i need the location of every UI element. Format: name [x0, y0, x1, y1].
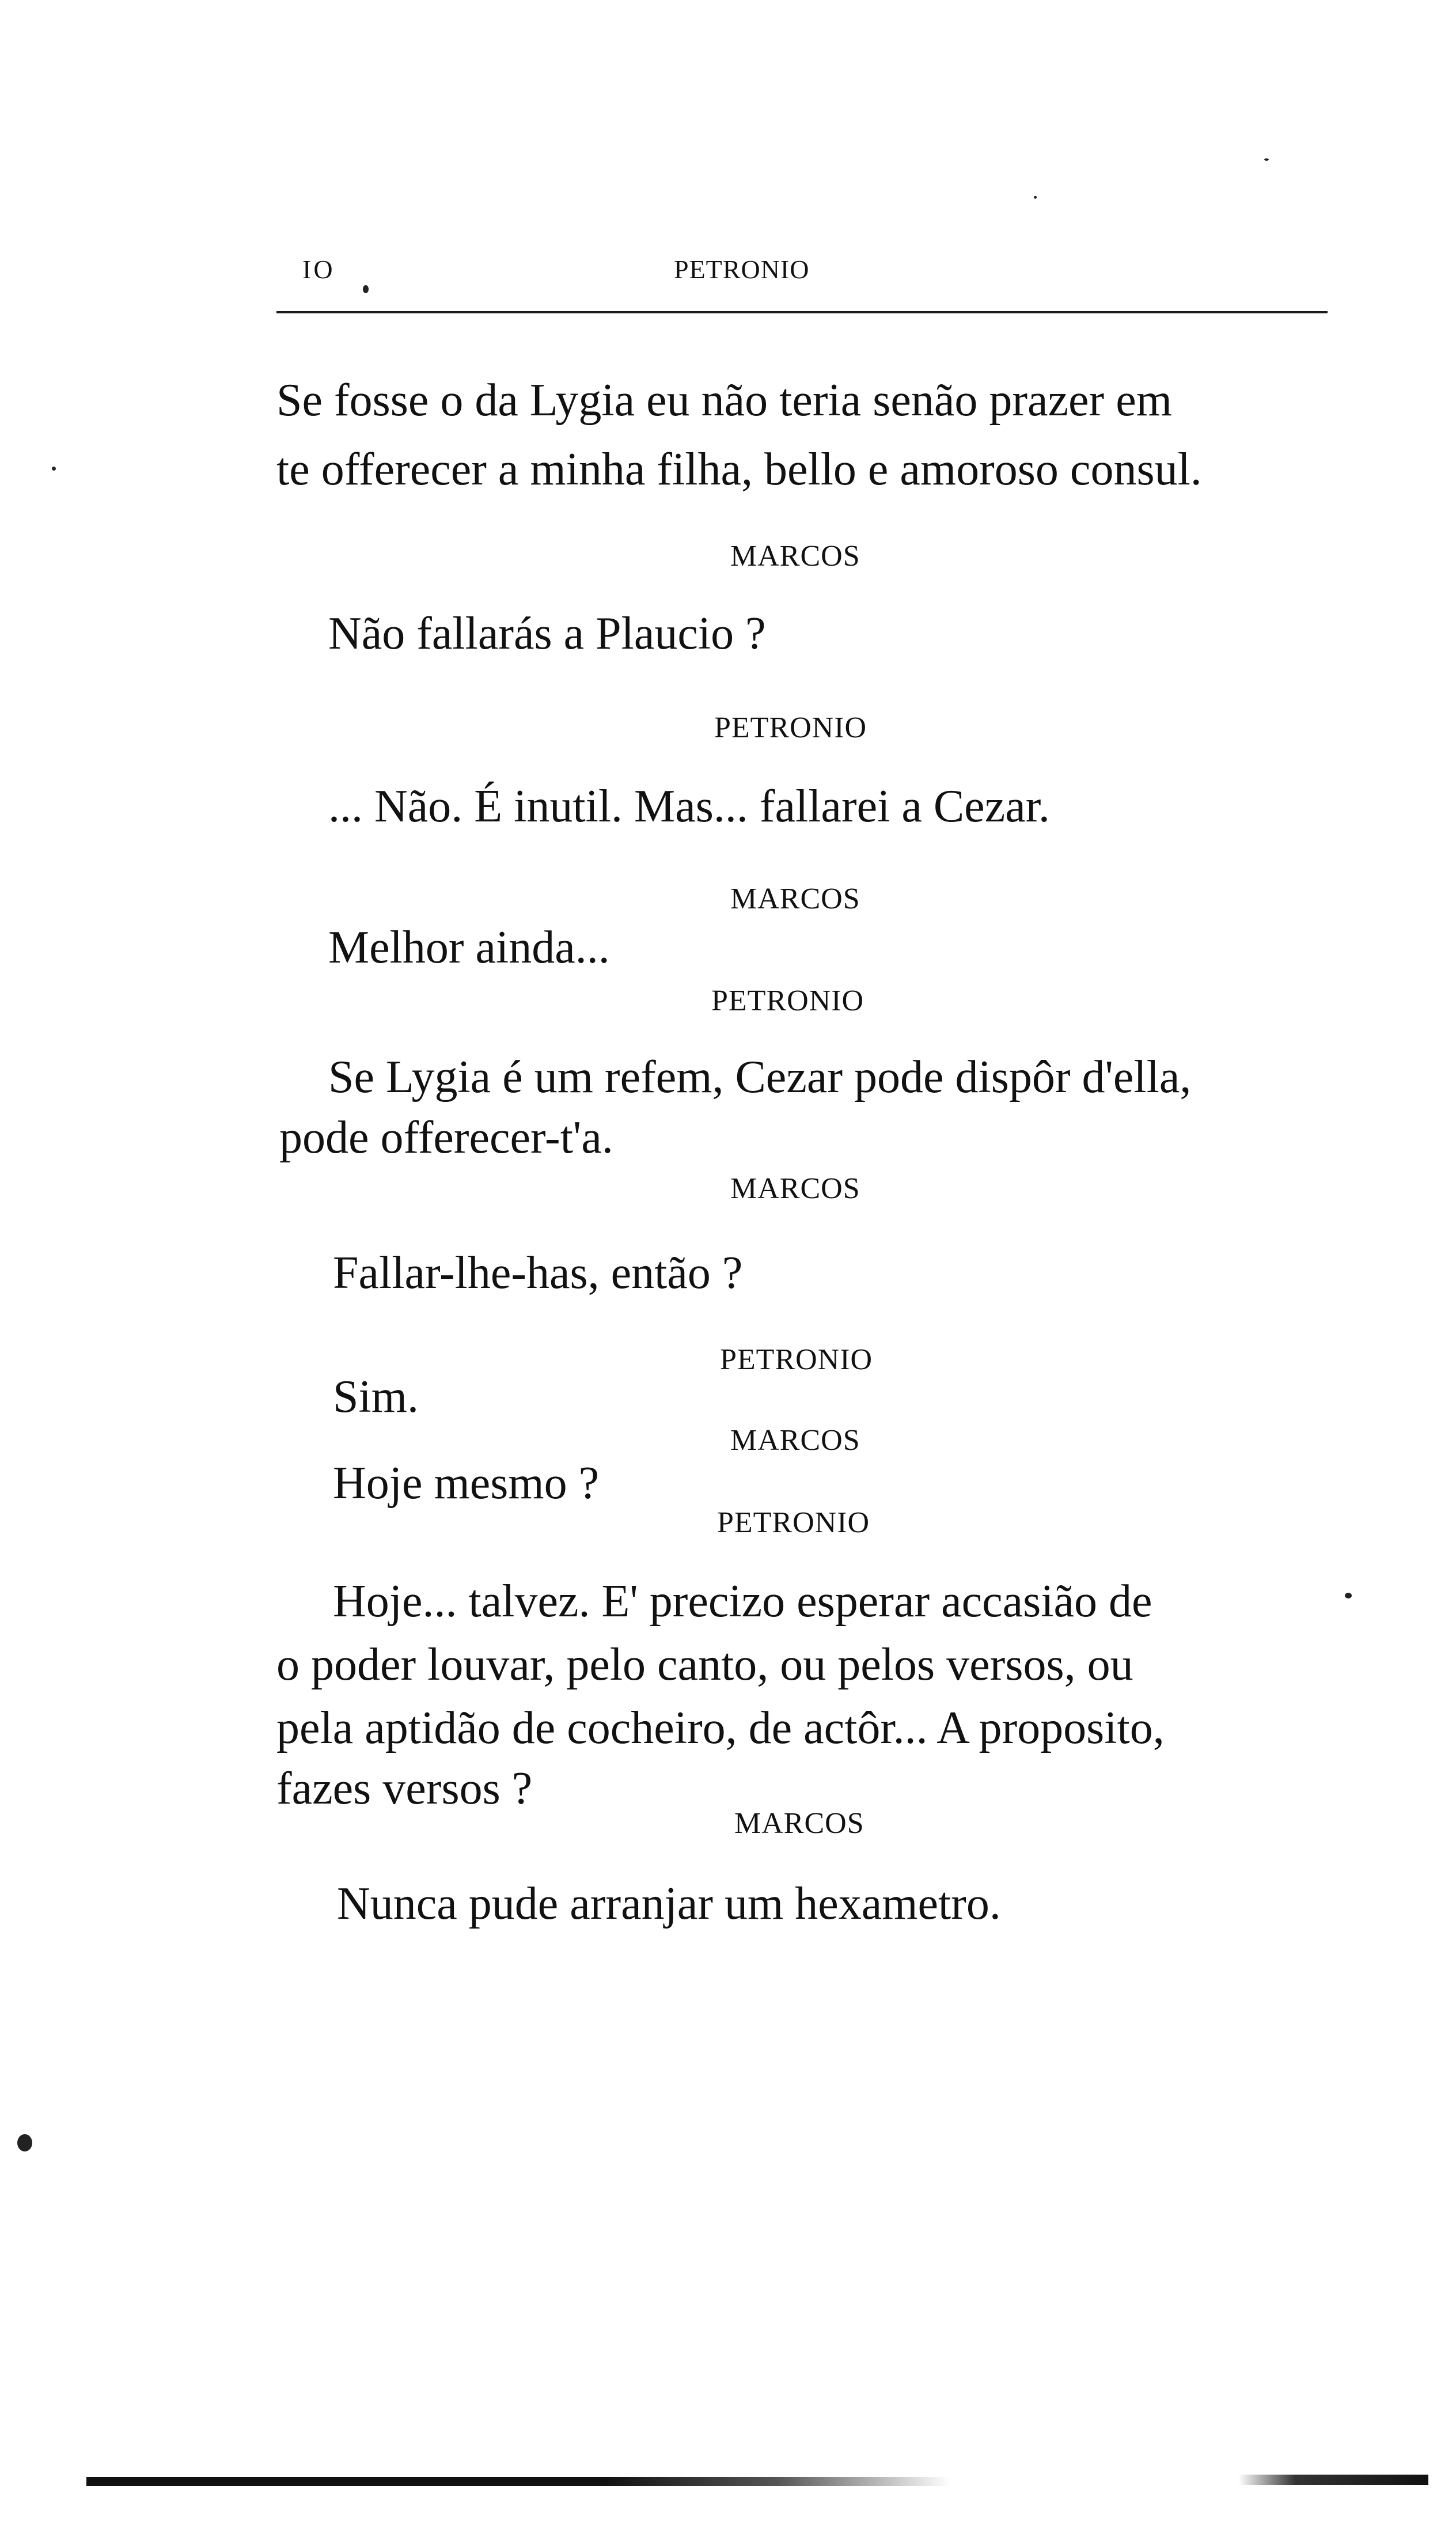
text-line: fazes versos ?: [276, 1763, 533, 1814]
text-line: Nunca pude arranjar um hexametro.: [337, 1878, 1001, 1929]
text-line: Fallar-lhe-has, então ?: [333, 1248, 743, 1298]
text-line: Não fallarás a Plaucio ?: [328, 608, 766, 659]
speaker-name: MARCOS: [730, 882, 860, 915]
text-line: Melhor ainda...: [328, 922, 610, 973]
ink-speck: [1034, 196, 1037, 199]
text-line: Se Lygia é um refem, Cezar pode dispôr d'ella,: [328, 1052, 1192, 1103]
text-line: o poder louvar, pelo canto, ou pelos versos, ou: [276, 1639, 1133, 1690]
text-line: Hoje... talvez. E' precizo esperar accasião de: [333, 1576, 1152, 1627]
ink-speck: [363, 285, 369, 293]
speaker-name: MARCOS: [734, 1807, 864, 1840]
scan-edge-smudge: [1238, 2475, 1428, 2485]
running-title: PETRONIO: [674, 255, 810, 284]
scan-edge-smudge: [86, 2477, 950, 2486]
text-line: pode offerecer-t'a.: [279, 1112, 613, 1163]
text-line: Se fosse o da Lygia eu não teria senão prazer em: [276, 375, 1172, 426]
speaker-name: PETRONIO: [720, 1343, 873, 1376]
page-number: IO: [302, 255, 335, 284]
ink-speck: [52, 467, 56, 471]
header-rule: [276, 311, 1328, 313]
speaker-name: PETRONIO: [717, 1506, 870, 1539]
speaker-name: PETRONIO: [711, 984, 864, 1017]
text-line: ... Não. É inutil. Mas... fallarei a Cezar.: [328, 781, 1050, 832]
text-line: Sim.: [333, 1372, 419, 1422]
speaker-name: MARCOS: [730, 1424, 860, 1457]
ink-speck: [17, 2134, 32, 2151]
ink-speck: [1345, 1593, 1352, 1598]
speaker-name: PETRONIO: [714, 711, 867, 744]
text-line: pela aptidão de cocheiro, de actôr... A proposito,: [276, 1703, 1165, 1753]
text-line: te offerecer a minha filha, bello e amoroso consul.: [276, 444, 1202, 495]
text-line: Hoje mesmo ?: [333, 1458, 600, 1509]
speaker-name: MARCOS: [730, 540, 860, 573]
speaker-name: MARCOS: [730, 1172, 860, 1205]
ink-speck: [1264, 158, 1269, 161]
